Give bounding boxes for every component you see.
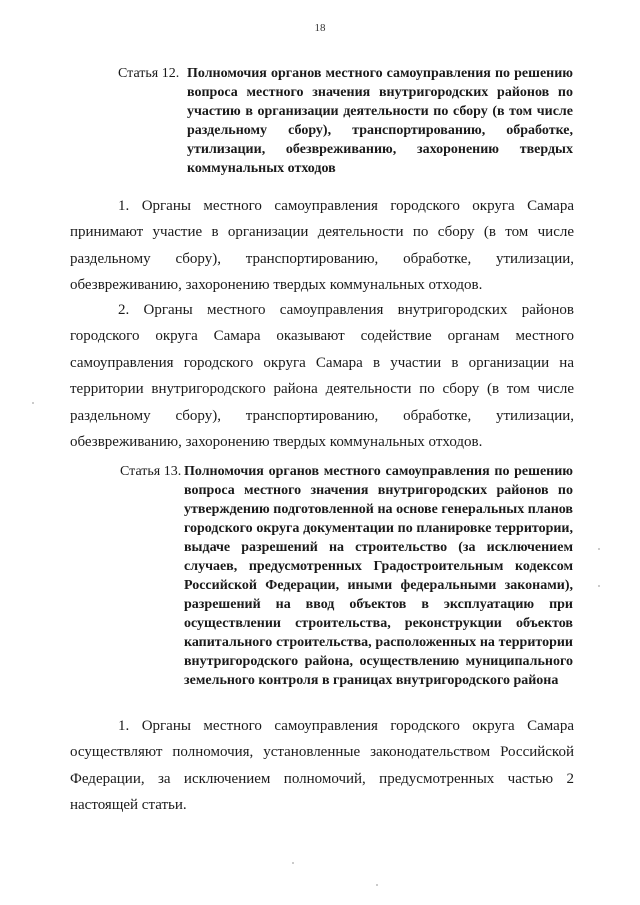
paragraph: 1. Органы местного самоуправления городского округа Самара принимают участие в организации деятельности по сбору (в том числе раздельному сбору), транспортированию, обработке, утилизации, обезвреживанию, захоронению твердых коммунальных отходов. — [70, 198, 574, 294]
article-12-heading — [118, 64, 573, 178]
article-13-heading — [120, 462, 573, 690]
article-label: Статья 13. — [120, 464, 182, 479]
article-title: Полномочия органов местного самоуправления по решению вопроса местного значения внутригородских районов по участию в организации деятельности по сбору (в том числе раздельному сбору), транспортированию, обработке, утилизации, обезвреживанию, захоронению твердых коммунальных отходов — [187, 66, 573, 176]
article-title: Полномочия органов местного самоуправления по решению вопроса местного значения внутригородских районов по утверждению подготовленной на основе генеральных планов городского округа документации по планировке территории, выдаче разрешений на строительство (за исключением случаев, предусмотренных Градостроительным кодексом Российской Федерации, иными федеральными законами), разрешений на ввод объектов в эксплуатацию при осуществлении строительства, реконструкции объектов капитального строительства, расположенных на территории внутригородского района, осуществлению муниципального земельного контроля в границах внутригородского района — [184, 464, 573, 688]
paragraph: 1. Органы местного самоуправления городского округа Самара осуществляют полномочия, установленные законодательством Российской Федерации, за исключением полномочий, предусмотренных частью 2 настоящей статьи. — [70, 718, 574, 814]
scan-speck — [376, 884, 378, 886]
page-number: 18 — [314, 22, 326, 34]
scan-speck — [32, 402, 34, 404]
scan-speck — [598, 548, 600, 550]
article-label: Статья 12. — [118, 66, 180, 81]
paragraph: 2. Органы местного самоуправления внутригородских районов городского округа Самара оказывают содействие органам местного самоуправления городского округа Самара в участии в организации на территории внутригородского района деятельности по сбору (в том числе раздельному сбору), транспортированию, обработке, утилизации, обезвреживанию, захоронению твердых коммунальных отходов. — [70, 302, 574, 451]
scan-speck — [598, 585, 600, 587]
scan-speck — [292, 862, 294, 864]
